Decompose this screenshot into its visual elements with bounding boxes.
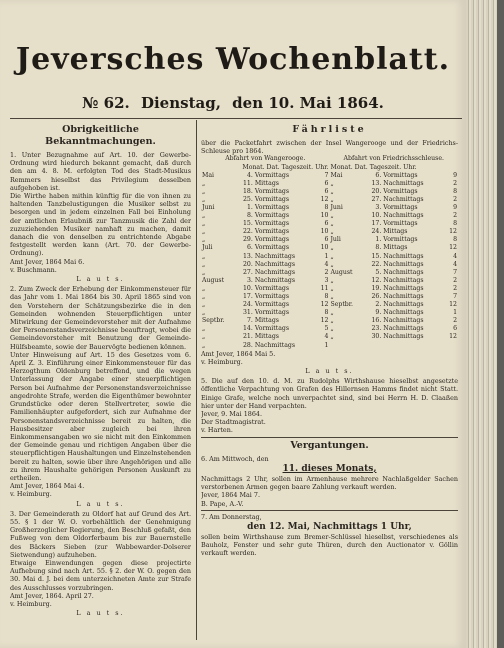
auction-7-text: sollen beim Wirthshause zum Bremer-Schlüssel hieselbst, verschiedenes als Bauholz, Fenster und sehr gute Thüren, durch den Auctionator v. Göllin verkauft werden. [201,532,458,558]
ferry-row [201,172,458,180]
ferry-cell: Juni [202,203,215,211]
ferry-cell: Vormittags [254,212,290,220]
ferry-cell: 8 [324,293,329,300]
left-column [10,122,191,640]
ferry-row [201,236,458,244]
ferry-cell: 10. [243,284,253,292]
ferry-cell: „ [330,187,334,195]
ferry-cell: 10 [320,228,329,236]
ferry-cell: 3 [324,276,329,284]
ferry-cell: 2 [453,179,457,187]
ferry-sign: v. Heimburg. [201,357,243,366]
book-cover-edge [497,0,504,648]
ferry-cell: 10 [320,244,329,252]
ferry-cell: 6. [375,171,382,179]
notice-5: 5. Die auf den 10. d. M. zu Rudolphs Wirthshause hieselbst angesetzte öffentliche Verpachtung von Grafen des Hillernsen Hamms findet nicht Statt. Einige Grafe, welche noch unverpachtet sind, sind bei Herrn H. D. Claaßen hier unter der Hand verpachten. [201,377,458,410]
ferry-cell: „ [330,309,334,317]
ferry-cell: „ [330,325,334,333]
ferry-cell: 8 [324,309,329,317]
ferry-cell: Nachmittags [254,276,296,284]
ferry-cell: „ [202,220,206,228]
separator: L a u t s. [305,367,354,376]
ferry-cell: 17. [371,220,382,228]
ferry-col-schleuse: Abfahrt von Friedrichsschleuse. [343,155,444,163]
section-heading-auctions: Vergantungen. [290,439,369,451]
ferry-cell: 8 [324,203,329,211]
ferry-cell: 1. [246,203,253,211]
ferry-cell: Nachmittags [383,301,424,309]
issue-number: № 62. [82,94,130,112]
ferry-cell: 22. [371,260,382,268]
ferry-cell: 4 [453,252,457,260]
ferry-row [201,309,458,317]
ferry-cell: 14. [243,325,253,333]
ferry-table-header [201,155,458,171]
ferry-cell: Septbr. [330,301,354,309]
ferry-cell: 12 [320,317,329,325]
ferry-table [201,172,458,350]
notice-1-place: Amt Jever, 1864 Mai 6. [10,257,85,266]
auction-7-date: den 12. Mai, Nachmittags 1 Uhr, [247,521,412,532]
ferry-cell: Vormittags [383,187,418,195]
ferry-cell: Nachmittags [383,260,424,268]
ferry-cell: „ [330,179,334,187]
ferry-cell: Nachmittags [383,179,424,187]
ferry-cell: 7. [246,317,253,325]
ferry-cell: 8 [453,236,457,244]
ferry-cell: „ [330,260,334,268]
ferry-cell: Nachmittags [383,212,424,220]
ferry-cell: 10. [371,212,382,220]
ferry-cell: 6 [453,325,457,333]
ferry-cell: 26. [371,293,382,300]
column-divider [196,120,197,640]
ferry-cell: „ [330,195,334,203]
ferry-cell: 6 [324,220,329,228]
ferry-cell: Nachmittags [254,268,296,276]
ferry-row [201,285,458,293]
ferry-cell: Nachmittags [254,341,296,349]
ferry-cell: 4. [246,171,253,179]
auction-6-text: Nachmittags 2 Uhr, sollen im Armenhause mehrere Nachlaßgelder Sachen verstorbenen Armen gegen baare Zahlung verkauft werden. [201,474,458,492]
ferry-cell: 2 [453,212,457,220]
ferry-cell: 2 [453,284,457,292]
separator: L a u t s. [76,499,125,508]
ferry-cell: 12 [449,333,457,341]
ferry-cell: „ [202,309,206,317]
ferry-cell: 7 [324,171,329,179]
ferry-cell: Septbr. [202,317,225,325]
ferry-cell: „ [202,228,206,236]
notice-1b: Die Wirthe haben mithin künftig für die von ihnen zu haltenden Tanzbelustigungen die Musiker selbst zu besorgen und in jedem einzelnen Fall bei Einholung der amtlichen Erlaubniß zur Tanzmusik die Zahl der zuzuziehenden Musiker namhaft zu machen, damit danach die von denselben zu entrichtende Abgabe festgestellt werden kann (Art. 70. der Gewerbe-Ordnung). [10,192,191,258]
ferry-cell: „ [330,220,334,228]
ferry-cell: 4 [453,260,457,268]
notice-2: 2. Zum Zweck der Erhebung der Einkommensteuer für das Jahr vom 1. Mai 1864 bis 30. April 1865 sind von den Vorstehern der Schätzungsbezirke die in den Gemeinden wohnenden Steuerpflichtigen unter Mitwirkung der Gemeindevorsteher mit der Aufnahme der Personenstandsverzeichnisse beauftragt, wobei die Gemeindevorsteher mit Benutzung der Gemeinde-Hülfsbeamte, sowie der Bauervögte bedienen können. [10,285,191,351]
ferry-cell: 9 [453,203,457,211]
ferry-cell: Nachmittags [383,333,424,341]
notice-3b: Etwaige Einwendungen gegen diese projectirte Aufhebung sind nach Art. 55. § 2. der W. O. gegen den 30. Mai d. J. bei dem unterzeichneten Amte zur Strafe des Ausschlusses vorzubringen. [10,558,191,592]
ferry-cell: Vormittags [383,220,418,228]
ferry-cell: „ [330,317,334,325]
ferry-cell: Nachmittags [254,260,296,268]
ferry-cell: 22. [243,228,253,236]
ferry-row [201,325,458,333]
ferry-cell: 8. [375,244,382,252]
ferry-cell: Nachmittags [254,252,296,260]
section-heading-official: Obrigkeitliche Bekanntmachungen. [45,124,156,147]
ferry-cell: Vormittags [254,325,290,333]
ferry-cell: „ [202,341,206,349]
auction-6-place: Jever, 1864 Mai 7. [201,491,260,500]
ferry-cell: Nachmittags [383,325,424,333]
ferry-cell: „ [202,179,206,187]
ferry-cell: „ [202,187,206,195]
ferry-cell: Vormittags [254,293,290,300]
ferry-cell: „ [330,333,334,341]
ferry-cell: 12 [320,195,329,203]
ferry-cell: 30. [371,333,382,341]
ferry-cell: August [202,276,225,284]
ferry-row [201,180,458,188]
ferry-cell: 5. [375,268,382,276]
ferry-cell: 18. [243,187,253,195]
notice-5-authority: Der Stadtmagistrat. [201,418,266,427]
ferry-cell: 3. [246,276,253,284]
ferry-cell: Vormittags [254,195,290,203]
auction-6-date: 11. dieses Monats, [282,463,377,474]
notice-1-sign: v. Buschmann. [10,265,57,274]
ferry-cell: 31. [243,309,253,317]
ferry-cell: 6 [324,187,329,195]
ferry-cell: „ [202,325,206,333]
auction-7-intro: 7. Am Donnerstag, [201,512,262,521]
ferry-cell: „ [202,252,206,260]
ferry-cell: Vormittags [383,203,418,211]
ferry-cell: Nachmittags [383,252,424,260]
ferry-cell: 20. [371,187,382,195]
ferry-cell: „ [330,212,334,220]
ferry-cell: 12. [371,276,382,284]
notice-5-sign: v. Harten. [201,426,233,435]
ferry-cell: 20. [243,260,253,268]
notice-3: 3. Der Gemeinderath zu Oldorf hat auf Grund des Art. 55. § 1 der W. O. vorbehältlich der Genehmigung Großherzoglicher Regierung, den Beschluß gefaßt, den Fußweg von dem Oldorferbaum bis zur Bauernstelle des Bäckers Sieben (zur Wabbewarder-Dolserer Sietwendung) aufzuheben. [10,509,191,559]
issue-date: den 10. Mai 1864. [232,94,384,112]
ferry-cell: Vormittags [254,228,290,236]
ferry-cell: Juli [330,236,341,244]
ferry-cell: August [330,268,353,276]
ferry-cell [382,342,443,350]
ferry-cell: Nachmittags [383,309,424,317]
ferry-cell: „ [202,268,206,276]
separator: L a u t s. [76,609,125,618]
ferry-cell: 28. [243,341,253,349]
ferry-place: Amt Jever, 1864 Mai 5. [201,349,276,358]
ferry-cell [444,342,458,350]
ferry-row [201,253,458,261]
ferry-cell: Nachmittags [383,317,424,325]
ferry-cell: 7 [453,293,457,300]
ferry-cell: 17. [243,293,253,300]
ferry-row [201,188,458,196]
ferry-cell: Vormittags [254,203,290,211]
ferry-cell: 27. [371,195,382,203]
ferry-row [201,317,458,325]
ferry-col-subheads: Monat. Dat. Tageszeit. Uhr. Monat. Dat. Tageszeit. Uhr. [242,163,417,171]
ferry-cell: 24. [243,301,253,309]
ferry-cell: Vormittags [383,171,418,179]
ferry-row [201,269,458,277]
ferry-cell: Vormittags [254,284,290,292]
ferry-cell: Mittags [254,317,279,325]
ferry-row [201,277,458,285]
ferry-row [201,244,458,252]
ferry-cell: Nachmittags [383,195,424,203]
ferry-cell: 27. [243,268,253,276]
ferry-cell: „ [330,293,334,300]
ferry-cell: „ [330,284,334,292]
ferry-list-heading: Fährliste [292,124,367,135]
notice-2b: Unter Hinweisung auf Art. 15 des Gesetzes vom 6. April Z. 3. Einführung einer Einkommensteuer für das Herzogthum Oldenburg betreffend, und die wegen Unterlassung der Angabe einer steuerpflichtigen Person bei Aufnahme der Personenstandsverzeichnisse angedrohte Strafe, werden die Eigenthümer bewohnter Grundstücke oder deren Stellvertreter, sowie die Familienhäupter aufgefordert, sich zur Aufnahme der Personenstandsverzeichnisse bereit zu halten, die Hausbesitzer aber zugleich bei ihren Einkommensangaben wo sie nicht mit den Einkommen der Gemeinde genau und richtigen Angaben über die steuerpflichtigen Haushaltungen und Einzelnstehenden bereit zu halten, sowie über ihre Angehörigen und alle zu ihrem Haushalte gehörigen Personen Auskunft zu ertheilen. [10,350,191,482]
ferry-cell: „ [202,333,206,341]
ferry-cell: „ [202,195,206,203]
notice-5-place: Jever, 9. Mai 1864. [201,410,263,419]
ferry-cell: 12 [320,301,329,309]
ferry-cell: „ [330,276,334,284]
ferry-cell: „ [202,236,206,244]
ferry-row [201,301,458,309]
ferry-cell: „ [202,284,206,292]
ferry-row [201,228,458,236]
ferry-cell: „ [202,301,206,309]
ferry-cell: 12 [449,301,457,309]
ferry-cell: „ [202,260,206,268]
ferry-cell: 3. [375,203,382,211]
ferry-cell: 15. [371,252,382,260]
ferry-cell: 8 [453,220,457,228]
ferry-cell: 21. [243,333,253,341]
ferry-cell: Vormittags [254,187,290,195]
ferry-cell: 2. [375,301,382,309]
ferry-cell: 8 [453,187,457,195]
ferry-cell: 25. [243,195,253,203]
separator: L a u t s. [76,275,125,284]
ferry-cell: „ [330,228,334,236]
ferry-cell: 8. [246,212,253,220]
ferry-row [201,220,458,228]
ferry-cell: 7 [453,268,457,276]
ferry-cell: Mittags [383,228,408,236]
ferry-col-wangerooge: Abfahrt von Wangerooge. [225,155,306,163]
ferry-cell: Mai [202,171,215,179]
ferry-row [201,212,458,220]
ferry-cell: 23. [371,325,382,333]
section-rule [201,437,458,438]
ferry-cell: Mittags [254,179,279,187]
ferry-cell: Vormittags [383,236,418,244]
ferry-cell: Mittags [254,333,279,341]
ferry-cell: 1 [324,252,329,260]
ferry-cell: 6. [246,244,253,252]
ferry-cell: 9. [375,309,382,317]
ferry-row [201,293,458,301]
ferry-cell: 9 [453,171,457,179]
ferry-cell: Nachmittags [383,284,424,292]
ferry-cell: Juli [202,244,213,252]
ferry-cell: „ [202,293,206,300]
notice-2-sign: v. Heimburg. [10,490,52,499]
ferry-cell: 19. [371,284,382,292]
ferry-cell [365,342,382,350]
ferry-cell: 11 [320,284,329,292]
notice-1: 1. Unter Bezugnahme auf Art. 10. der Gewerbe-Ordnung wird hiedurch bekannt gemacht, daß durch den am 4. 8. M. erfolgten Tod des Stadt-Musikus Remmers hieselbst das Privilegium desselben aufgehoben ist. [10,151,191,192]
ferry-cell: 4 [324,260,329,268]
ferry-cell: Juni [330,203,343,211]
ferry-cell: 29. [243,236,253,244]
ferry-cell: Nachmittags [383,276,424,284]
ferry-cell: 5 [324,325,329,333]
notice-3-sign: v. Heimburg. [10,599,52,608]
ferry-cell: 1 [453,309,457,317]
ferry-cell: „ [202,212,206,220]
ferry-row [201,261,458,269]
right-column [201,122,458,640]
ferry-cell: Vormittags [254,236,290,244]
ferry-cell: Vormittags [254,301,290,309]
ferry-cell: 2 [324,268,329,276]
ferry-cell: 1 [324,341,329,349]
ferry-cell: 12 [449,244,457,252]
ferry-cell: 15. [243,220,253,228]
masthead-title: Jeversches Wochenblatt. [15,42,451,77]
ferry-cell: 11. [243,179,253,187]
ferry-cell: 2 [453,276,457,284]
ferry-cell: „ [330,252,334,260]
ferry-cell: Vormittags [254,309,290,317]
ferry-cell: Vormittags [254,171,290,179]
ferry-cell: 2 [453,195,457,203]
ferry-cell: 2 [453,317,457,325]
notice-3-place: Amt Jever, 1864. April 27. [10,591,94,600]
auction-6-intro: 6. Am Mittwoch, den [201,454,269,463]
ferry-cell: Nachmittags [383,268,424,276]
ferry-cell: 4 [324,333,329,341]
ferry-cell: 13. [243,252,253,260]
ferry-cell: 10 [320,212,329,220]
ferry-cell: Vormittags [254,220,290,228]
ferry-cell: 16. [371,317,382,325]
section-rule [201,510,458,511]
ferry-row [201,204,458,212]
ferry-list-subtitle: über die Packetfahrt zwischen der Insel Wangerooge und der Friedrichs-Schleuse pro 1864. [201,139,458,156]
ferry-cell: Vormittags [254,244,290,252]
ferry-cell: 12 [449,228,457,236]
ferry-cell: 13. [371,179,382,187]
ferry-cell: 1. [375,236,382,244]
ferry-cell: 6 [324,179,329,187]
ferry-cell [329,342,365,350]
ferry-cell: 6 [324,236,329,244]
notice-2-place: Amt Jever, 1864 Mai 4. [10,482,85,491]
ferry-cell: Mai [330,171,343,179]
ferry-cell: „ [330,244,334,252]
ferry-cell: Mittags [383,244,408,252]
ferry-cell: Nachmittags [383,293,424,300]
ferry-row [201,333,458,341]
auction-6-sign: B. Pape, A.-V. [201,499,244,508]
ferry-cell: 24. [371,228,382,236]
ferry-row [201,342,458,350]
ferry-row [201,196,458,204]
issue-weekday: Dienstag, [140,94,221,112]
header-rule [10,118,462,119]
issue-line [0,94,466,112]
